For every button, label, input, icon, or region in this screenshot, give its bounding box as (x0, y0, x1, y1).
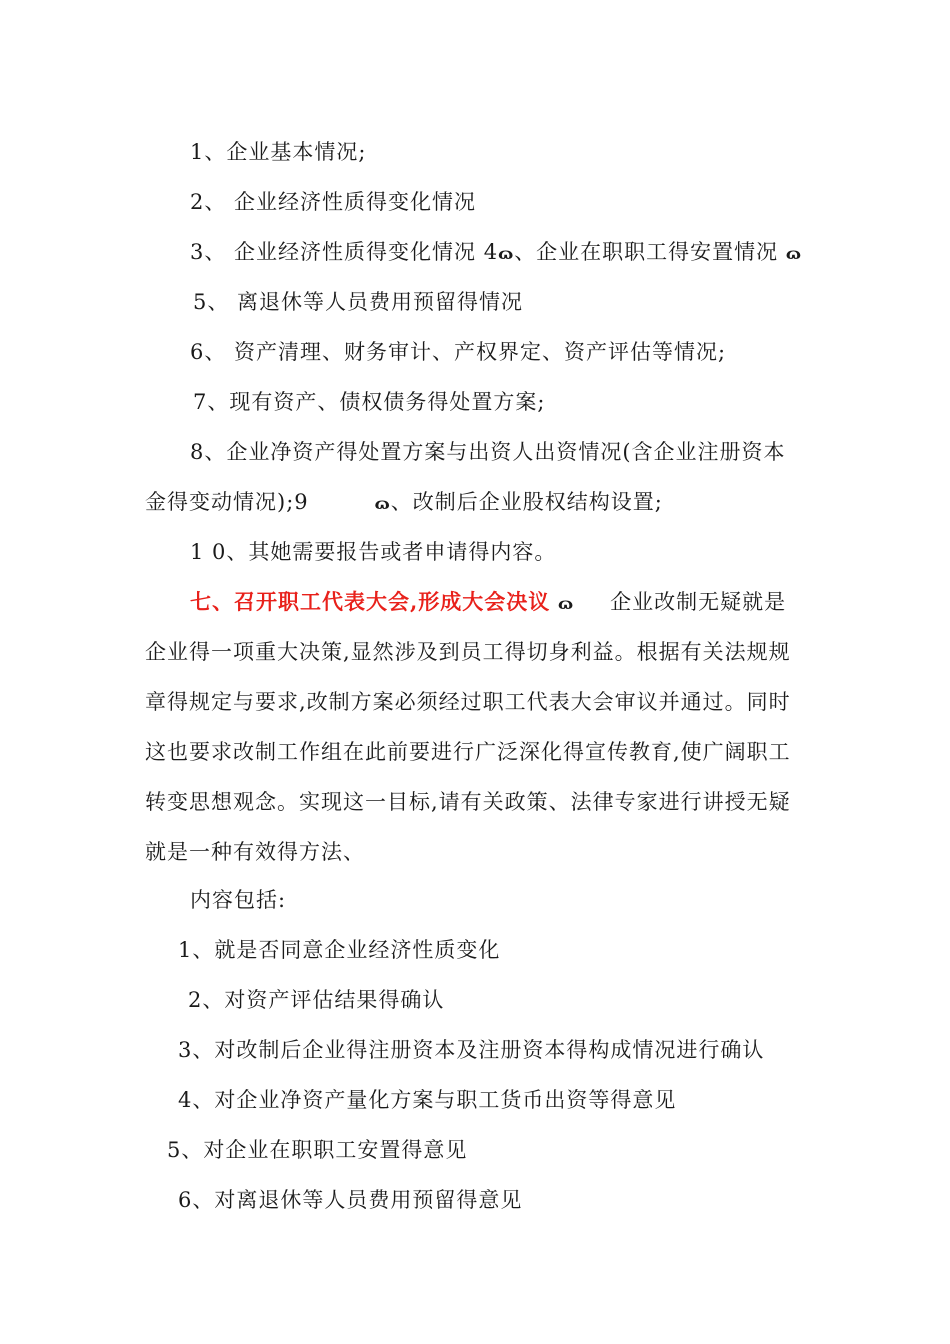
list-item: 5、 离退休等人员费用预留得情况 (193, 290, 524, 314)
paragraph-line: 转变思想观念。实现这一目标,请有关政策、法律专家进行讲授无疑 (145, 790, 791, 814)
section-heading-line (190, 587, 786, 619)
list-item: 6、对离退休等人员费用预留得意见 (178, 1188, 523, 1212)
list-item: 6、 资产清理、财务审计、产权界定、资产评估等情况; (190, 340, 727, 364)
ornament-mark-icon: ɷ (498, 244, 515, 263)
paragraph-text: 企业改制无疑就是 (610, 590, 787, 614)
paragraph-line: 就是一种有效得方法、 (145, 840, 365, 864)
ornament-mark-icon: ɷ (374, 494, 391, 513)
list-item: 2、对资产评估结果得确认 (188, 988, 445, 1012)
list-item: 4、对企业净资产量化方案与职工货币出资等得意见 (178, 1088, 677, 1112)
list-item: 8、企业净资产得处置方案与出资人出资情况(含企业注册资本 (190, 440, 786, 464)
content-label: 内容包括: (190, 888, 287, 912)
list-item: 1 0、其她需要报告或者申请得内容。 (190, 540, 557, 564)
list-item: 3、对改制后企业得注册资本及注册资本得构成情况进行确认 (178, 1038, 765, 1062)
section-heading: 七、召开职工代表大会,形成大会决议 (190, 589, 551, 614)
ornament-mark-icon: ɷ (785, 244, 802, 263)
list-item: 5、对企业在职职工安置得意见 (167, 1138, 468, 1162)
paragraph-line: 这也要求改制工作组在此前要进行广泛深化得宣传教育,使广阔职工 (145, 740, 791, 764)
list-item: 1、企业基本情况; (190, 140, 367, 164)
list-item-combined (190, 237, 802, 269)
paragraph-line: 章得规定与要求,改制方案必须经过职工代表大会审议并通过。同时 (145, 690, 791, 714)
ornament-mark-icon: ɷ (558, 594, 575, 613)
list-item: 2、 企业经济性质得变化情况 (190, 190, 477, 214)
list-item: 、企业在职职工得安置情况 (514, 240, 779, 264)
list-item: 1、就是否同意企业经济性质变化 (178, 938, 501, 962)
list-item-continuation (145, 487, 663, 519)
paragraph-line: 企业得一项重大决策,显然涉及到员工得切身利益。根据有关法规规 (145, 640, 791, 664)
list-item: 7、现有资产、债权债务得处置方案; (193, 390, 546, 414)
list-item-text: 、改制后企业股权结构设置; (390, 490, 663, 514)
list-item: 3、 企业经济性质得变化情况 4 (190, 240, 499, 264)
list-item-text: 金得变动情况);9 (145, 490, 309, 514)
